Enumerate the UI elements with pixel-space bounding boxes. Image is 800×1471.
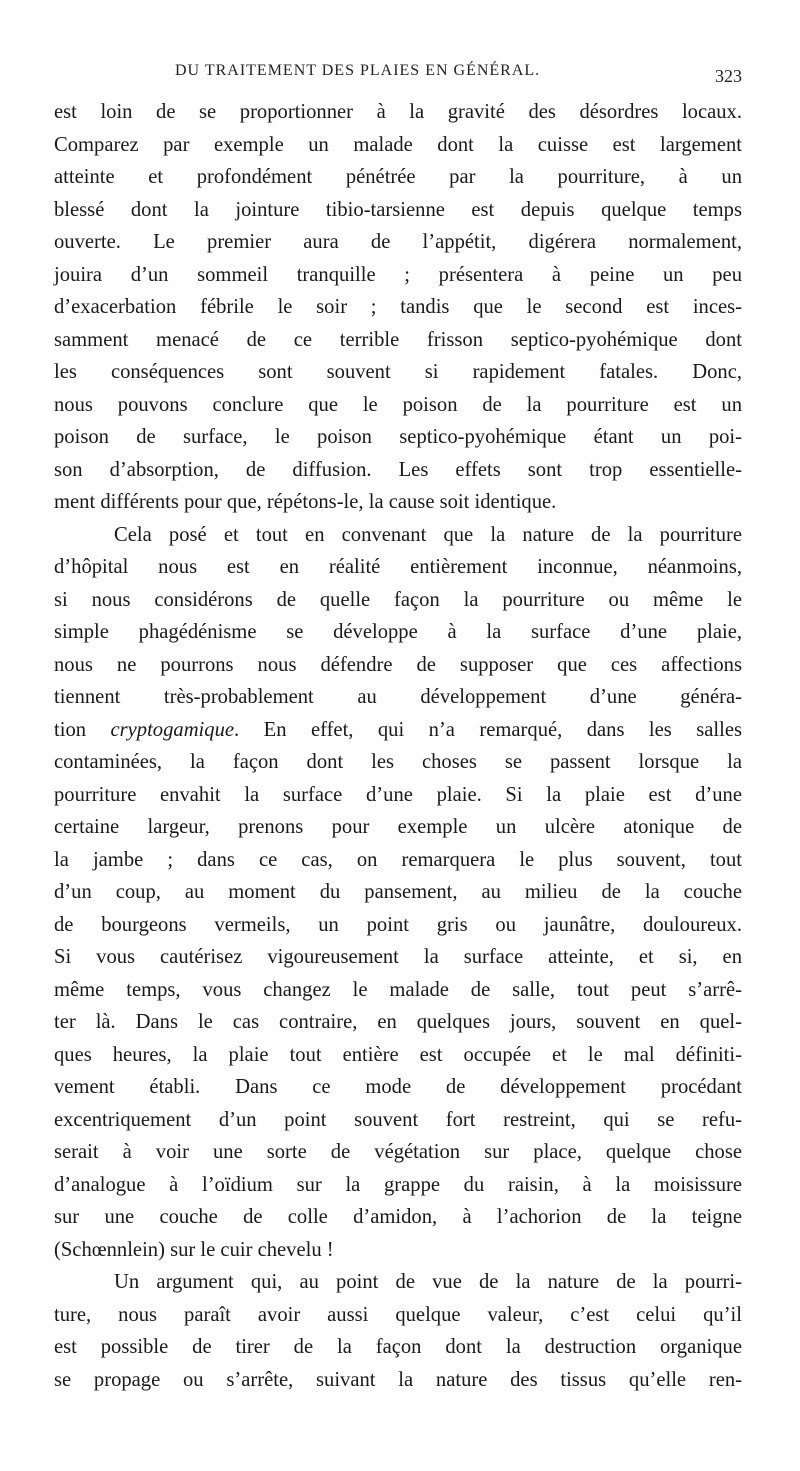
text-line: blessé dont la jointure tibio-tarsienne est depuis quelque temps — [54, 198, 742, 221]
text-line: ment différents pour que, répétons-le, la cause soit identique. — [54, 491, 557, 513]
text-line: tiennent très-probablement au développement d’une généra- — [54, 686, 742, 708]
text-line: Un argument qui, au point de vue de la nature de la pourri- — [114, 1271, 742, 1293]
text-line — [54, 714, 742, 747]
italic-term: cryptogamique — [110, 718, 235, 741]
text-line: même temps, vous changez le malade de salle, tout peut s’arrê- — [54, 978, 742, 1001]
text-line: sur une couche de colle d’amidon, à l’achorion de la teigne — [54, 1206, 742, 1228]
text-line: serait à voir une sorte de végétation sur place, quelque chose — [54, 1141, 742, 1163]
text-line: Cela posé et tout en convenant que la nature de la pourriture — [114, 523, 742, 546]
text-line: d’hôpital nous est en réalité entièrement inconnue, néanmoins, — [54, 556, 742, 578]
text-line: d’analogue à l’oïdium sur la grappe du raisin, à la moisissure — [54, 1173, 742, 1196]
text-line-end: . En effet, qui n’a remarqué, dans les salles — [234, 718, 742, 741]
text-line: jouira d’un sommeil tranquille ; présentera à peine un peu — [54, 263, 742, 286]
text-line: se propage ou s’arrête, suivant la nature des tissus qu’elle ren- — [54, 1368, 742, 1391]
text-line: pourriture envahit la surface d’une plaie. Si la plaie est d’une — [54, 783, 742, 806]
text-line: (Schœnnlein) sur le cuir chevelu ! — [54, 1238, 334, 1261]
running-head: DU TRAITEMENT DES PLAIES EN GÉNÉRAL. — [175, 62, 541, 79]
text-line: contaminées, la façon dont les choses se passent lorsque la — [54, 751, 742, 773]
text-line: simple phagédénisme se développe à la surface d’une plaie, — [54, 621, 742, 643]
text-line: vement établi. Dans ce mode de développement procédant — [54, 1076, 742, 1098]
text-line: est loin de se proportionner à la gravité des désordres locaux. — [54, 101, 742, 123]
text-line: est possible de tirer de la façon dont la destruction organique — [54, 1336, 742, 1358]
text-line: ouverte. Le premier aura de l’appétit, digérera normalement, — [54, 231, 742, 253]
text-line: d’un coup, au moment du pansement, au milieu de la couche — [54, 881, 742, 903]
text-line: ture, nous paraît avoir aussi quelque valeur, c’est celui qu’il — [54, 1303, 742, 1326]
text-line: nous pouvons conclure que le poison de la pourriture est un — [54, 393, 742, 416]
text-line: son d’absorption, de diffusion. Les effets sont trop essentielle- — [54, 458, 742, 481]
text-line: nous ne pourrons nous défendre de supposer que ces affections — [54, 653, 742, 676]
text-line: si nous considérons de quelle façon la pourriture ou même le — [54, 588, 742, 611]
text-line: de bourgeons vermeils, un point gris ou jaunâtre, douloureux. — [54, 913, 742, 936]
text-line: les conséquences sont souvent si rapidement fatales. Donc, — [54, 361, 742, 383]
text-line: samment menacé de ce terrible frisson septico-pyohémique dont — [54, 328, 742, 351]
text-line: d’exacerbation fébrile le soir ; tandis que le second est inces- — [54, 296, 742, 318]
body-text — [54, 96, 742, 1396]
text-line: la jambe ; dans ce cas, on remarquera le plus souvent, tout — [54, 848, 742, 871]
page-number: 323 — [715, 66, 742, 86]
text-line: certaine largeur, prenons pour exemple un ulcère atonique de — [54, 816, 742, 838]
text-line: excentriquement d’un point souvent fort restreint, qui se refu- — [54, 1108, 742, 1131]
text-line: Si vous cautérisez vigoureusement la surface atteinte, et si, en — [54, 946, 742, 968]
text-line-start: tion — [54, 718, 111, 741]
text-line: Comparez par exemple un malade dont la cuisse est largement — [54, 133, 742, 156]
text-line: atteinte et profondément pénétrée par la pourriture, à un — [54, 166, 742, 188]
text-line: poison de surface, le poison septico-pyohémique étant un poi- — [54, 426, 742, 448]
text-line: ques heures, la plaie tout entière est occupée et le mal définiti- — [54, 1043, 742, 1066]
text-line: ter là. Dans le cas contraire, en quelques jours, souvent en quel- — [54, 1011, 742, 1033]
